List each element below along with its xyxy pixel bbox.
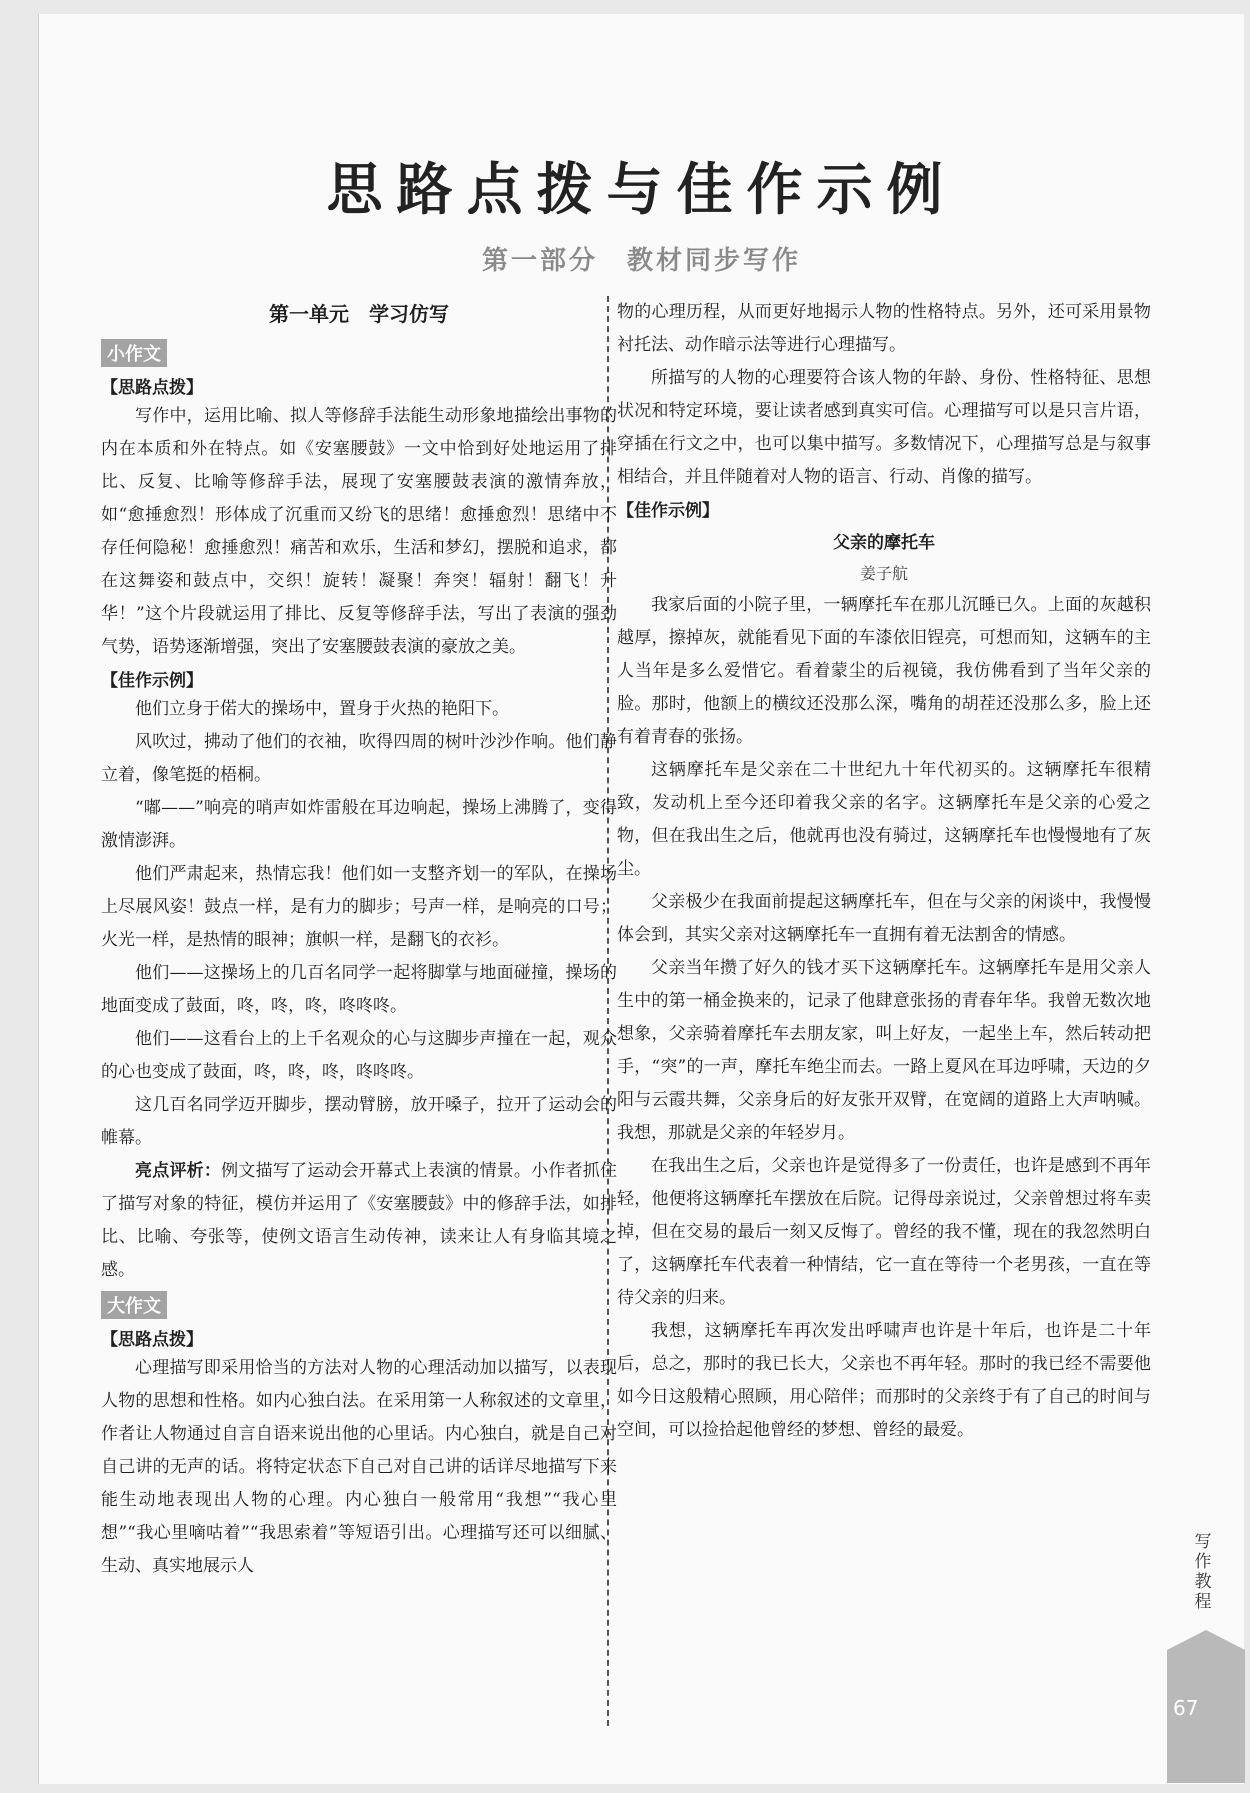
- side-label: 写作教程: [1194, 1532, 1212, 1612]
- essay-paragraph: 我家后面的小院子里，一辆摩托车在那儿沉睡已久。上面的灰越积越厚，擦掉灰，就能看见下面的车漆依旧锃亮，可想而知，这辆车的主人当年是多么爱惜它。看着蒙尘的后视镜，我仿佛看到了当年父亲的脸。那时，他额上的横纹还没那么深，嘴角的胡茬还没那么多，脸上还有着青春的张扬。: [617, 595, 1151, 747]
- part-subtitle: 第一部分 教材同步写作: [481, 246, 801, 276]
- essay-paragraph: 在我出生之后，父亲也许是觉得多了一份责任，也许是感到不再年轻，他便将这辆摩托车摆放在后院。记得母亲说过，父亲曾想过将车卖掉，但在交易的最后一刻又反悔了。曾经的我不懂，现在的我忽然明白了，这辆摩托车代表着一种情结，它一直在等待一个老男孩，一直在等待父亲的归来。: [617, 1156, 1151, 1308]
- small-example-paragraph: 风吹过，拂动了他们的衣袖，吹得四周的树叶沙沙作响。他们静立着，像笔挺的梧桐。: [101, 732, 617, 785]
- small-example-paragraph: 他们——这看台上的上千名观众的心与这脚步声撞在一起，观众的心也变成了鼓面，咚，咚，咚，咚咚咚。: [101, 1029, 617, 1082]
- small-essay-tag: 小作文: [101, 339, 167, 367]
- small-example-paragraph: 他们严肃起来，热情忘我！他们如一支整齐划一的军队，在操场上尽展风姿！鼓点一样，是有力的脚步；号声一样，是响亮的口号；火光一样，是热情的眼神；旗帜一样，是翻飞的衣衫。: [101, 864, 617, 950]
- essay-paragraph: 我想，这辆摩托车再次发出呼啸声也许是十年后，也许是二十年后，总之，那时的我已长大，父亲也不再年轻。那时的我已经不需要他如今日这般精心照顾，用心陪伴；而那时的父亲终于有了自己的时间与空间，可以捡拾起他曾经的梦想、曾经的最爱。: [617, 1321, 1151, 1440]
- small-comment: [101, 1155, 617, 1287]
- big-tips-continued: 物的心理历程，从而更好地揭示人物的性格特点。另外，还可采用景物衬托法、动作暗示法等进行心理描写。: [617, 302, 1151, 355]
- page-number: 67: [1173, 1696, 1199, 1720]
- small-example-paragraph: 他们立身于偌大的操场中，置身于火热的艳阳下。: [135, 699, 509, 719]
- right-column: [617, 296, 1151, 1447]
- small-example-paragraph: “嘟——”响亮的哨声如炸雷般在耳边响起，操场上沸腾了，变得激情澎湃。: [101, 798, 617, 851]
- essay-author: 姜子航: [859, 564, 908, 583]
- essay-title: 父亲的摩托车: [833, 533, 935, 553]
- comment-label: 亮点评析：: [135, 1161, 222, 1181]
- big-tips-text-2: 所描写的人物的心理要符合该人物的年龄、身份、性格特征、思想状况和特定环境，要让读者感到真实可信。心理描写可以是只言片语，穿插在行文之中，也可以集中描写。多数情况下，心理描写总是与叙事相结合，并且伴随着对人物的语言、行动、肖像的描写。: [617, 368, 1151, 487]
- small-tips-head: 【思路点拨】: [101, 378, 203, 398]
- left-column: [101, 296, 617, 1583]
- essay-paragraph: 父亲极少在我面前提起这辆摩托车，但在与父亲的闲谈中，我慢慢体会到，其实父亲对这辆摩托车一直拥有着无法割舍的情感。: [617, 892, 1151, 945]
- page-title: 思路点拨与佳作示例: [326, 158, 957, 223]
- comment-text: 例文描写了运动会开幕式上表演的情景。小作者抓住了描写对象的特征，模仿并运用了《安塞腰鼓》中的修辞手法，如排比、比喻、夸张等，使例文语言生动传神，读来让人有身临其境之感。: [101, 1161, 618, 1280]
- small-example-paragraph: 他们——这操场上的几百名同学一起将脚掌与地面碰撞，操场的地面变成了鼓面，咚，咚，咚，咚咚咚。: [101, 963, 617, 1016]
- big-tips-text: 心理描写即采用恰当的方法对人物的心理活动加以描写，以表现人物的思想和性格。如内心独白法。在采用第一人称叙述的文章里，作者让人物通过自言自语来说出他的心里话。内心独白，就是自己对自己讲的无声的话。将特定状态下自己对自己讲的话详尽地描写下来能生动地表现出人物的心理。内心独白一般常用“我想”“我心里想”“我心里嘀咕着”“我思索着”等短语引出。心理描写还可以细腻、生动、真实地展示人: [101, 1358, 617, 1576]
- big-example-head: 【佳作示例】: [617, 501, 719, 521]
- essay-paragraph: 父亲当年攒了好久的钱才买下这辆摩托车。这辆摩托车是用父亲人生中的第一桶金换来的，记录了他肆意张扬的青春年华。我曾无数次地想象，父亲骑着摩托车去朋友家，叫上好友，一起坐上车，然后转动把手，“突”的一声，摩托车绝尘而去。一路上夏风在耳边呼啸，天边的夕阳与云霞共舞，父亲身后的好友张开双臂，在宽阔的道路上大声呐喊。我想，那就是父亲的年轻岁月。: [617, 958, 1151, 1143]
- small-tips-text: 写作中，运用比喻、拟人等修辞手法能生动形象地描绘出事物的内在本质和外在特点。如《安塞腰鼓》一文中恰到好处地运用了排比、反复、比喻等修辞手法，展现了安塞腰鼓表演的激情奔放，如“愈捶愈烈！形体成了沉重而又纷飞的思绪！愈捶愈烈！思绪中不存任何隐秘！愈捶愈烈！痛苦和欢乐，生活和梦幻，摆脱和追求，都在这舞姿和鼓点中，交织！旋转！凝聚！奔突！辐射！翻飞！升华！”这个片段就运用了排比、反复等修辞手法，写出了表演的强劲气势，语势逐渐增强，突出了安塞腰鼓表演的豪放之美。: [101, 406, 617, 657]
- unit-title: 第一单元 学习仿写: [269, 302, 449, 326]
- big-tips-head: 【思路点拨】: [101, 1330, 203, 1350]
- small-example-paragraph: 这几百名同学迈开脚步，摆动臂膀，放开嗓子，拉开了运动会的帷幕。: [101, 1095, 617, 1148]
- big-essay-tag: 大作文: [101, 1291, 167, 1319]
- small-example-head: 【佳作示例】: [101, 671, 203, 691]
- essay-paragraph: 这辆摩托车是父亲在二十世纪九十年代初买的。这辆摩托车很精致，发动机上至今还印着我父亲的名字。这辆摩托车是父亲的心爱之物，但在我出生之后，他就再也没有骑过，这辆摩托车也慢慢地有了灰尘。: [617, 760, 1151, 879]
- page: [38, 14, 1244, 1784]
